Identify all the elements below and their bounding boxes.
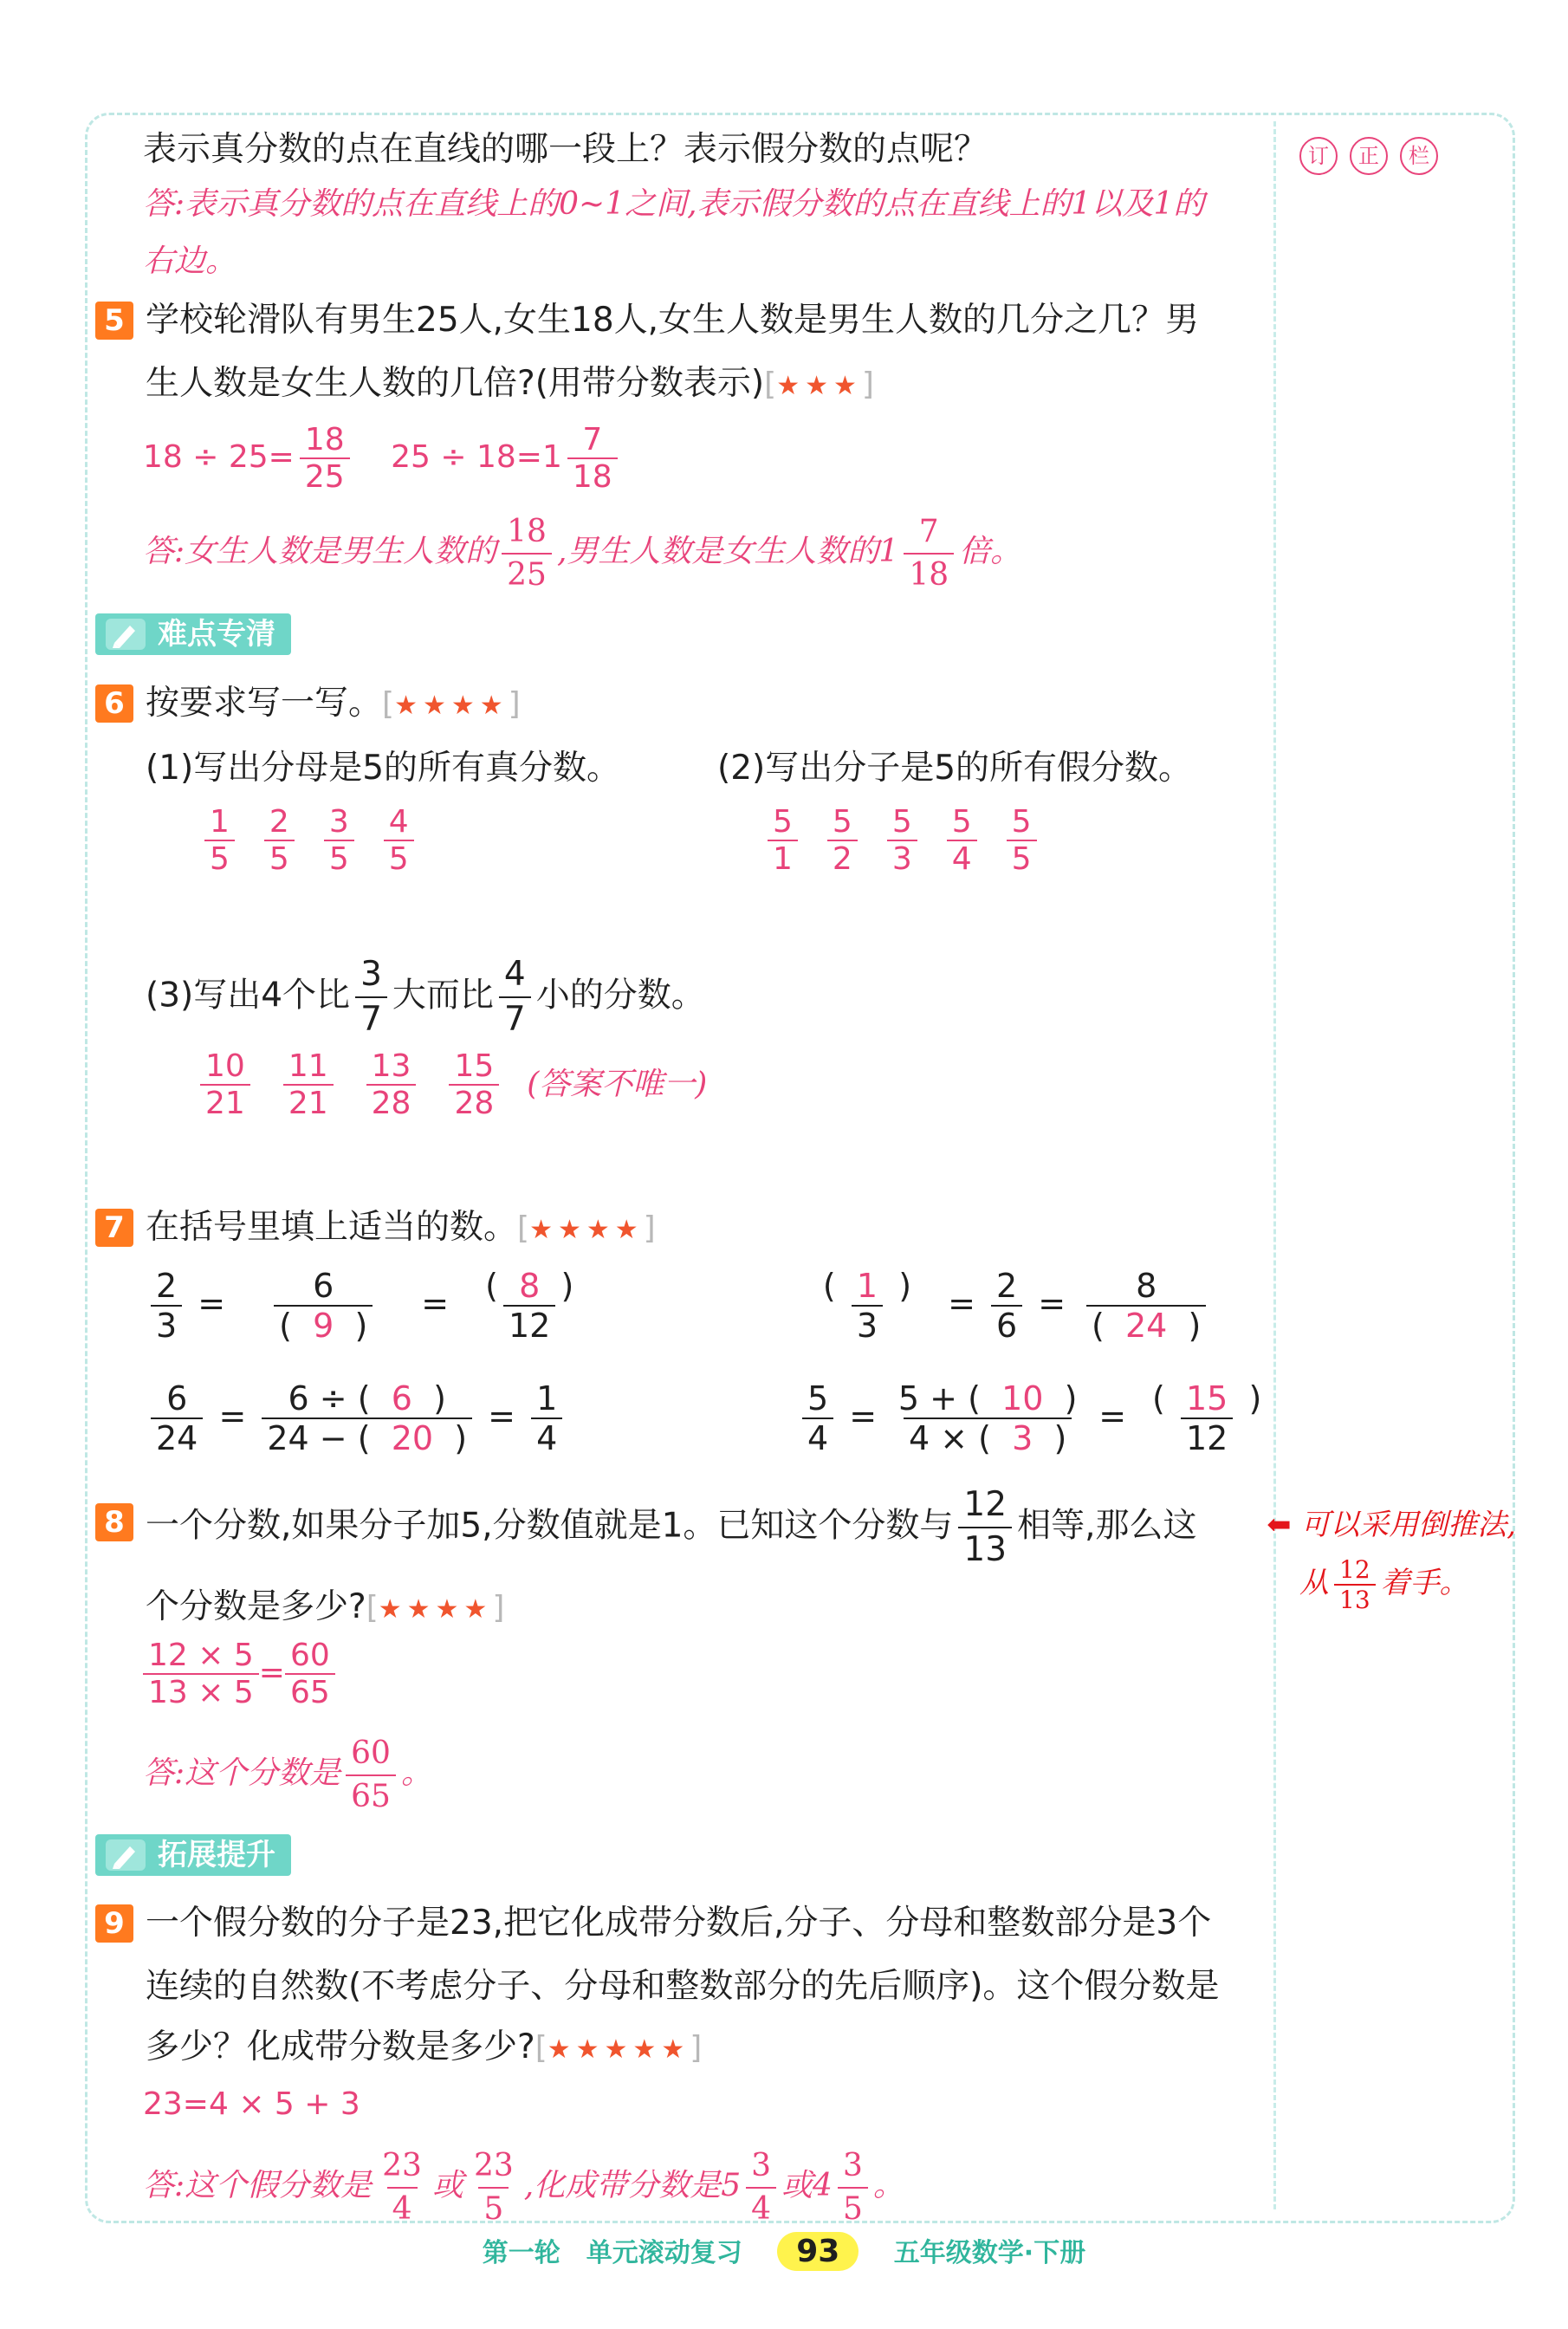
section-header-difficult: 难点专清	[95, 613, 291, 655]
page-footer	[0, 2231, 1568, 2271]
q6-part1: (1)写出分母是5的所有真分数。	[146, 749, 621, 788]
q6-title: 按要求写一写。	[146, 684, 383, 723]
q7-equation4: $\frac{5}{4}$ = $\frac{5 + ( 10 )}{4 \times ( 3 )}$ = $\frac{( 15 )}{12}$	[797, 1379, 1277, 1457]
fraction: $\frac{13}{28}$	[366, 1048, 417, 1121]
q8-line2: 个分数是多少?	[146, 1587, 366, 1626]
q5-line2-wrap: 生人数是女生人数的几倍?(用带分数表示)[★★★]	[146, 364, 874, 403]
q5-answer: 答:女生人数是男生人数的 $\frac{18}{25}$ ,男生人数是女生人数的1 $\frac{7}{18}$ 倍。	[143, 511, 1021, 596]
q4-answer-line1: 答:表示真分数的点在直线上的0~1之间,表示假分数的点在直线上的1以及1的	[143, 186, 1205, 222]
correction-char: 正	[1350, 137, 1388, 175]
pencil-icon	[104, 617, 147, 652]
q8-hint-line2: 从 $\frac{12}{13}$ 着手。	[1299, 1555, 1469, 1614]
q4-question: 表示真分数的点在直线的哪一段上？表示假分数的点呢？	[143, 130, 988, 169]
difficulty-stars: ★★★	[776, 371, 862, 401]
q6-part3-note: (答案不唯一)	[527, 1067, 708, 1102]
q5-number: 5	[95, 302, 133, 340]
fraction: $\frac{1}{5}$	[204, 804, 235, 877]
q7-equation2: $\frac{( 1 )}{3}$ = $\frac{2}{6}$ = $\frac{8}{( 24 )}$	[797, 1267, 1216, 1345]
correction-char: 栏	[1400, 137, 1438, 175]
fraction: $\frac{2}{5}$	[264, 804, 295, 877]
footer-book: 五年级数学·下册	[893, 2238, 1086, 2268]
q8-calc: $\frac{12 \times 5}{13 \times 5}$ = $\frac{60}{65}$	[143, 1638, 335, 1710]
fraction: $\frac{5}{4}$	[947, 804, 977, 877]
q9-line3-wrap: 多少？化成带分数是多少?[★★★★★]	[146, 2027, 703, 2066]
q6-number: 6	[95, 684, 133, 723]
q9-answer: 答:这个假分数是 $\frac{23}{4}$ 或 $\frac{23}{5}$ ,化成带分数是5 $\frac{3}{4}$ 或4 $\frac{3}{5}$ 。	[143, 2145, 904, 2230]
q8-line2-wrap: 个分数是多少?[★★★★]	[146, 1587, 505, 1626]
q7-equation1: $\frac{2}{3}$ = $\frac{6}{( 9 )}$ = $\frac{( 8 )}{12}$	[146, 1267, 599, 1345]
q9-calc: 23=4 × 5 + 3	[143, 2086, 360, 2122]
q6-part2-answers	[762, 804, 1042, 877]
fraction: $\frac{5}{3}$	[887, 804, 917, 877]
section-header-extension: 拓展提升	[95, 1834, 291, 1876]
q8-line1: 一个分数,如果分子加5,分数值就是1。已知这个分数与 $\frac{12}{13}$ 相等,那么这	[146, 1483, 1196, 1572]
correction-divider	[1273, 121, 1276, 2209]
q8-hint-line1: ⬅ 可以采用倒推法,	[1267, 1508, 1517, 1542]
fraction: $\frac{15}{28}$	[449, 1048, 499, 1121]
q6-part2: (2)写出分子是5的所有假分数。	[717, 749, 1193, 788]
q5-calc: 18 ÷ 25= $\frac{18}{25}$ 25 ÷ 18=1 $\frac{7}{18}$	[143, 422, 623, 495]
correction-column-label	[1299, 137, 1438, 175]
q9-line1: 一个假分数的分子是23,把它化成带分数后,分子、分母和整数部分是3个	[146, 1904, 1212, 1943]
page-number: 93	[777, 2232, 859, 2271]
pencil-icon	[104, 1838, 147, 1872]
q5-line2: 生人数是女生人数的几倍?(用带分数表示)	[146, 364, 765, 403]
fraction: $\frac{5}{5}$	[1007, 804, 1037, 877]
difficulty-stars: ★★★★	[378, 1594, 493, 1625]
fraction: $\frac{5}{2}$	[827, 804, 858, 877]
q4-answer-line2: 右边。	[143, 243, 237, 279]
q5-line1: 学校轮滑队有男生25人,女生18人,女生人数是男生人数的几分之几？男	[146, 301, 1200, 340]
q9-number: 9	[95, 1904, 133, 1943]
fraction: $\frac{5}{1}$	[768, 804, 798, 877]
fraction: $\frac{3}{5}$	[324, 804, 354, 877]
q9-line3: 多少？化成带分数是多少?	[146, 2027, 535, 2066]
difficulty-stars: ★★★★★	[547, 2034, 690, 2065]
q6-title-wrap: 按要求写一写。[★★★★]	[146, 684, 521, 723]
q7-title: 在括号里填上适当的数。	[146, 1208, 518, 1247]
q7-number: 7	[95, 1209, 133, 1247]
fraction: $\frac{4}{5}$	[384, 804, 414, 877]
arrow-left-icon: ⬅	[1267, 1508, 1292, 1542]
q8-answer: 答:这个分数是 $\frac{60}{65}$ 。	[143, 1733, 432, 1818]
fraction: $\frac{10}{21}$	[200, 1048, 250, 1121]
q6-part3-answers	[195, 1048, 707, 1121]
footer-series: 第一轮 单元滚动复习	[482, 2238, 742, 2268]
q7-title-wrap: 在括号里填上适当的数。[★★★★]	[146, 1208, 656, 1247]
difficulty-stars: ★★★★	[394, 691, 509, 721]
q6-part3: (3)写出4个比 $\frac{3}{7}$ 大而比 $\frac{4}{7}$ 小的分数。	[146, 953, 705, 1041]
fraction: $\frac{11}{21}$	[283, 1048, 334, 1121]
difficulty-stars: ★★★★	[529, 1215, 644, 1245]
q9-line2: 连续的自然数(不考虑分子、分母和整数部分的先后顺序)。这个假分数是	[146, 1967, 1220, 2006]
q6-part1-answers	[199, 804, 419, 877]
q8-number: 8	[95, 1503, 133, 1541]
correction-char: 订	[1299, 137, 1338, 175]
q7-equation3: $\frac{6}{24}$ = $\frac{6 \div ( 6 )}{24 - ( 20 )}$ = $\frac{1}{4}$	[146, 1379, 567, 1457]
